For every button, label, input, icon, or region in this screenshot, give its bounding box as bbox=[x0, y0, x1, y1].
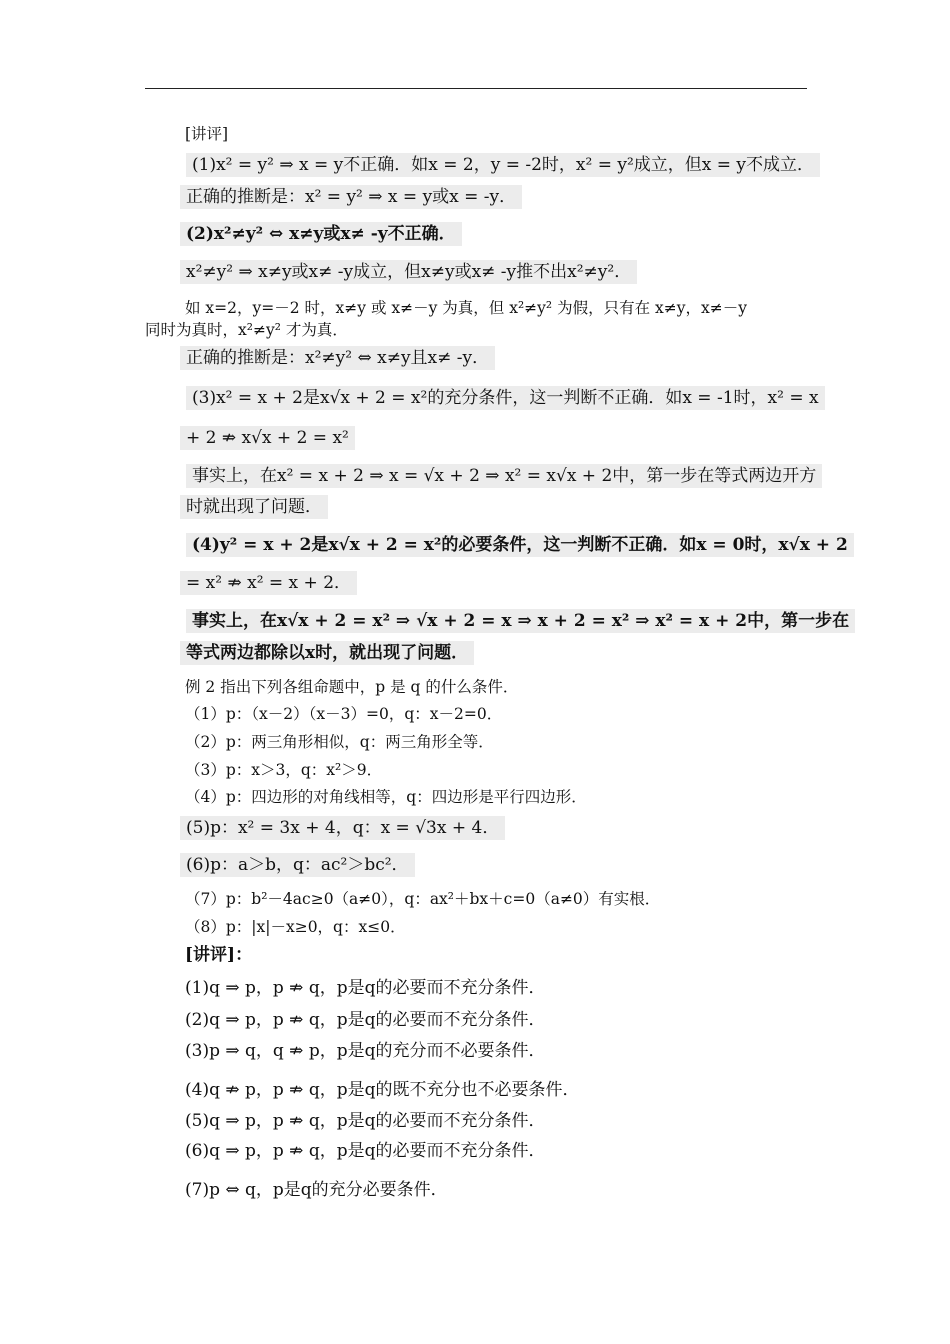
review-2-item: (4)q ⇏ p，p ⇏ q，p是q的既不充分也不必要条件． bbox=[185, 1080, 580, 1100]
item-3-statement: (3)x² = x + 2是x√x + 2 = x²的充分条件，这一判断不正确．如x = -1时，x² = x bbox=[186, 386, 825, 410]
item-1-statement: (1)x² = y² ⇒ x = y不正确．如x = 2，y = -2时，x² = y²成立，但x = y不成立． bbox=[186, 153, 820, 177]
review-2-item: (6)q ⇒ p，p ⇏ q，p是q的必要而不充分条件． bbox=[185, 1141, 546, 1161]
item-4-statement-cont: = x² ⇏ x² = x + 2． bbox=[180, 571, 357, 595]
review-2-item: (2)q ⇒ p，p ⇏ q，p是q的必要而不充分条件． bbox=[185, 1010, 546, 1030]
review-label: [讲评] bbox=[185, 125, 229, 143]
item-3-explain-cont: 时就出现了问题． bbox=[180, 495, 328, 519]
example-2-item: (6)p：a＞b，q：ac²＞bc²． bbox=[180, 853, 415, 877]
item-2-reason: x²≠y² ⇒ x≠y或x≠ -y成立，但x≠y或x≠ -y推不出x²≠y²． bbox=[180, 260, 637, 284]
example-2-item: （1）p：（x－2）（x－3）=0，q：x－2=0． bbox=[185, 705, 503, 723]
review-2-item: (3)p ⇒ q，q ⇏ p，p是q的充分而不必要条件． bbox=[185, 1041, 546, 1061]
review-2-item: (5)q ⇒ p，p ⇏ q，p是q的必要而不充分条件． bbox=[185, 1111, 546, 1131]
review-2-item: (7)p ⇔ q，p是q的充分必要条件． bbox=[185, 1180, 448, 1200]
item-4-statement: (4)y² = x + 2是x√x + 2 = x²的必要条件，这一判断不正确．如x = 0时，x√x + 2 bbox=[186, 533, 854, 557]
example-2-item: （7）p：b²－4ac≥0（a≠0），q：ax²＋bx＋c=0（a≠0）有实根． bbox=[185, 890, 661, 908]
item-4-explain-cont: 等式两边都除以x时，就出现了问题． bbox=[180, 641, 474, 665]
example-2-title: 例 2 指出下列各组命题中，p 是 q 的什么条件． bbox=[185, 678, 519, 696]
item-2-example-cont: 同时为真时，x²≠y² 才为真． bbox=[145, 321, 348, 339]
item-3-explain: 事实上，在x² = x + 2 ⇒ x = √x + 2 ⇒ x² = x√x + 2中，第一步在等式两边开方 bbox=[186, 464, 822, 488]
example-2-item: （3）p：x＞3，q：x²＞9． bbox=[185, 761, 383, 779]
example-2-item: （8）p：|x|－x≥0，q：x≤0． bbox=[185, 918, 406, 936]
item-3-statement-cont: + 2 ⇏ x√x + 2 = x² bbox=[180, 426, 355, 450]
example-2-item: （2）p：两三角形相似，q：两三角形全等． bbox=[185, 733, 494, 751]
example-2-item: （4）p：四边形的对角线相等，q：四边形是平行四边形． bbox=[185, 788, 587, 806]
item-2-correct: 正确的推断是：x²≠y² ⇔ x≠y且x≠ -y． bbox=[180, 346, 495, 370]
review-2-label: [讲评]： bbox=[185, 945, 253, 965]
header-rule bbox=[145, 88, 807, 89]
example-2-item: (5)p：x² = 3x + 4，q：x = √3x + 4． bbox=[180, 816, 505, 840]
review-2-item: (1)q ⇒ p，p ⇏ q，p是q的必要而不充分条件． bbox=[185, 978, 546, 998]
item-1-correct: 正确的推断是：x² = y² ⇒ x = y或x = -y． bbox=[180, 185, 522, 209]
item-4-explain: 事实上，在x√x + 2 = x² ⇒ √x + 2 = x ⇒ x + 2 = x² ⇒ x² = x + 2中，第一步在 bbox=[186, 609, 855, 633]
item-2-statement: (2)x²≠y² ⇔ x≠y或x≠ -y不正确． bbox=[180, 222, 462, 246]
item-2-example: 如 x=2，y=－2 时，x≠y 或 x≠－y 为真，但 x²≠y² 为假，只有在 x≠y，x≠－y bbox=[185, 299, 747, 317]
